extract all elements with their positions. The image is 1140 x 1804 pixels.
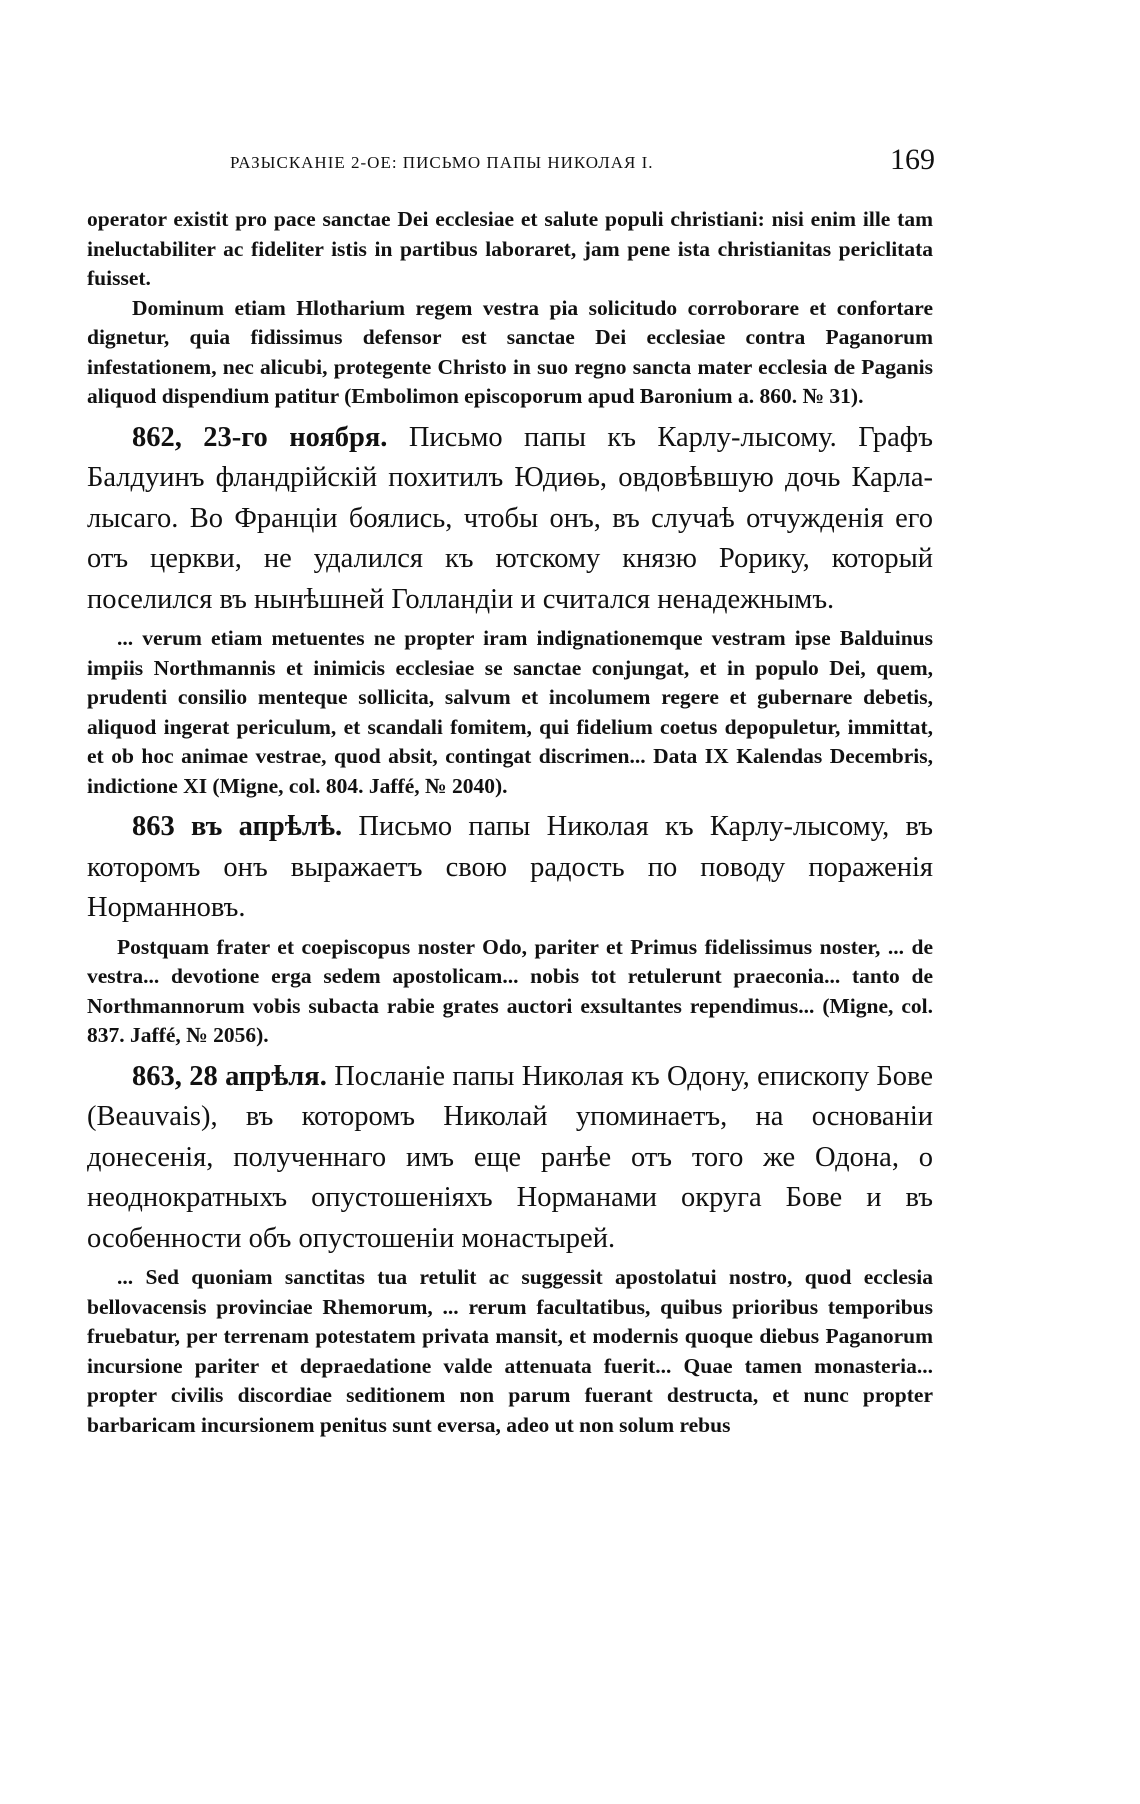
entry-heading-863-april: 863 въ апрѣлѣ. [132, 811, 343, 842]
entry-text-862: Письмо папы къ Карлу-лысому. Графъ Балдуинъ фландрійскій похитилъ Юдиѳь, овдовѣвшую дочь Карла-лысаго. Во Франціи боялись, чтобы онъ, въ случаѣ отчужденія его отъ церкви, не удалился къ ютскому князю Рорику, который поселился въ нынѣшней Голландіи и считался ненадежнымъ. [87, 421, 934, 615]
running-head: РАЗЫСКАНІЕ 2-ОЕ: ПИСЬМО ПАПЫ НИКОЛАЯ I. [230, 153, 654, 172]
paragraph-latin-embolimon: Dominum etiam Hlotharium regem vestra pia solicitudo corroborare et confortare dignetur, quia fidissimus defensor est sanctae Dei ecclesiae contra Paganorum infestationem, nec alicubi, protegente Christo in suo regno sancta mater ecclesia de Paganis aliquod dispendium patitur (Embolimon episcoporum apud Baronium a. 860. № 31). [87, 295, 933, 408]
entry-863-april [87, 807, 933, 929]
body-text [87, 205, 933, 1440]
entry-863-april-28 [87, 1057, 933, 1260]
entry-heading-863-april-28: 863, 28 апрѣля. [132, 1060, 327, 1092]
quote-baldwin: ... verum etiam metuentes ne propter iram indignationemque vestram ipse Balduinus impiis Northmannis et inimicis ecclesiae se sanctae conjungat, et in populo Dei, quem, prudenti consilio menteque sollicita, salvum et incolumem regere et gubernare debetis, aliquod ingerat periculum, et scandali fomitem, qui fidelium coetus depopuletur, immittat, et ob hoc animae vestrae, quod absit, contingat discrimen... Data IX Kalendas Decembris, indictione XI (Migne, col. 804. Jaffé, № 2040). [87, 626, 933, 798]
entry-text-863-april-28: Посланіе папы Николая къ Одону, епископу Бове (Beauvais), въ которомъ Николай упоминаетъ, на основаніи донесенія, полученнаго имъ еще ранѣе отъ того же Одона, о неоднократныхъ опустошеніяхъ Норманами округа Бове и въ особенности объ опустошеніи монастырей. [87, 1060, 933, 1254]
quote-odo-primus: Postquam frater et coepiscopus noster Odo, pariter et Primus fidelissimus noster, ... de vestra... devotione erga sedem apostolicam... nobis tot retulerunt praeconia... tanto de Northmannorum vobis subacta rabie grates auctori exsultantes rependimus... (Migne, col. 837. Jaffé, № 2056). [87, 934, 933, 1047]
entry-text-863-april: Письмо папы Николая къ Карлу-лысому, въ которомъ онъ выражаетъ свою радость по поводу пораженія Норманновъ. [87, 811, 933, 923]
entry-862 [87, 418, 933, 621]
page-header [230, 143, 935, 193]
paragraph-latin-continuation: operator existit pro pace sanctae Dei ecclesiae et salute populi christiani: nisi enim ille tam ineluctabiliter ac fideliter istis in partibus laboraret, jam pene ista christianitas periclitata fuisset. [87, 207, 933, 290]
quote-beauvais: ... Sed quoniam sanctitas tua retulit ac suggessit apostolatui nostro, quod ecclesia bellovacensis provinciae Rhemorum, ... rerum facultatibus, quibus prioribus temporibus fruebatur, per terrenam potestatem privata mansit, et modernis quoque diebus Paganorum incursione pariter et depraedatione valde attenuata fuerit... Quae tamen monasteria... propter civilis discordiae seditionem non parum fuerant destructa, et nunc propter barbaricam incursionem penitus sunt eversa, adeo ut non solum rebus [87, 1265, 933, 1437]
page-number: 169 [890, 143, 935, 176]
entry-heading-862: 862, 23-го ноября. [132, 421, 388, 453]
